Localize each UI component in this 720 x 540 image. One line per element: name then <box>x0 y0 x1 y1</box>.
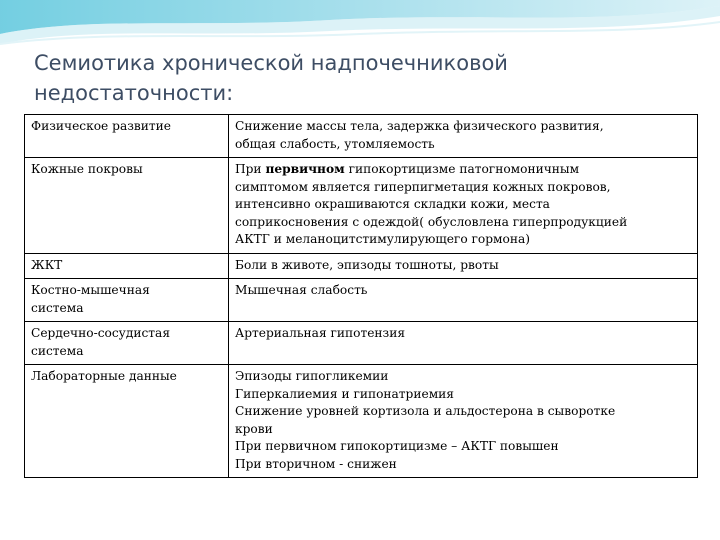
row-category-cell <box>25 279 229 322</box>
row-description-cell <box>229 158 698 254</box>
row-description-line: Мышечная слабость <box>235 283 368 297</box>
row-category-label: ЖКТ <box>31 257 63 272</box>
row-category-cell <box>25 322 229 365</box>
row-description-line: соприкосновения с одеждой( обусловлена гиперпродукцией <box>235 214 628 229</box>
row-description-line: симптомом является гиперпигметация кожных покровов, <box>235 179 611 194</box>
row-description-line <box>235 161 691 179</box>
row-description-line: При вторичном - снижен <box>235 456 397 471</box>
row-description-line: Снижение уровней кортизола и альдостерона в сыворотке <box>235 404 616 418</box>
table-row <box>25 279 698 322</box>
row-description-line: Боли в животе, эпизоды тошноты, рвоты <box>235 257 499 272</box>
row-category-cell <box>25 253 229 279</box>
row-category-label: Костно-мышечная <box>31 283 150 297</box>
row-description-line: Артериальная гипотензия <box>235 326 406 340</box>
description-fragment-post: гипокортицизме патогномоничным <box>344 162 580 176</box>
row-description-cell <box>229 253 698 279</box>
table-row <box>25 115 698 158</box>
row-category-label: Кожные покровы <box>31 162 143 176</box>
row-category-label: система <box>31 300 84 315</box>
table-row <box>25 158 698 254</box>
row-category-cell <box>25 115 229 158</box>
row-category-label: Сердечно-сосудистая <box>31 326 171 340</box>
semiotics-table <box>24 114 698 478</box>
table-row <box>25 365 698 478</box>
row-category-label: Лабораторные данные <box>31 369 177 383</box>
table-row <box>25 322 698 365</box>
row-description-line: При первичном гипокортицизме – АКТГ повышен <box>235 439 559 453</box>
row-description-line: крови <box>235 421 273 436</box>
description-fragment-pre: При <box>235 162 266 176</box>
row-description-cell <box>229 365 698 478</box>
row-category-label: система <box>31 343 84 358</box>
slide-title <box>34 48 694 108</box>
row-description-line: АКТГ и меланоцитстимулирующего гормона) <box>235 232 531 246</box>
row-description-cell <box>229 322 698 365</box>
semiotics-table-body <box>25 115 698 478</box>
row-category-cell <box>25 158 229 254</box>
row-description-cell <box>229 115 698 158</box>
row-description-line: интенсивно окрашиваются складки кожи, места <box>235 197 550 211</box>
slide-title-line-2: недостаточности: <box>34 81 234 105</box>
row-category-cell <box>25 365 229 478</box>
row-description-line: Снижение массы тела, задержка физического развития, <box>235 119 604 133</box>
row-description-line: Эпизоды гипогликемии <box>235 369 389 383</box>
row-description-line: общая слабость, утомляемость <box>235 136 435 151</box>
row-category-label: Физическое развитие <box>31 119 171 133</box>
row-description-cell <box>229 279 698 322</box>
table-row <box>25 253 698 279</box>
description-fragment-bold: первичном <box>265 162 345 176</box>
row-description-line: Гиперкалиемия и гипонатриемия <box>235 386 454 401</box>
slide-title-line-1: Семиотика хронической надпочечниковой <box>34 51 508 75</box>
